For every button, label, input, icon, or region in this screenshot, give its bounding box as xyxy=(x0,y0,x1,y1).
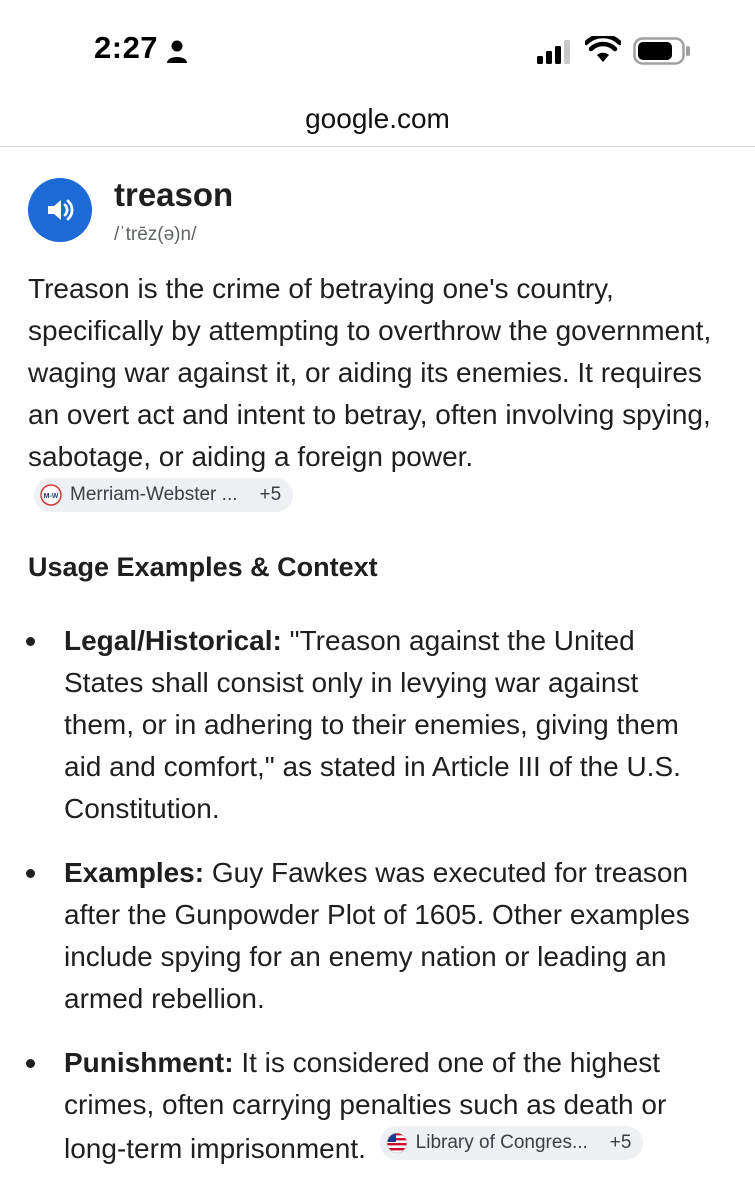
dictionary-term: treason xyxy=(114,176,234,213)
source-chip-label: Merriam-Webster ... xyxy=(70,484,238,505)
item-text: Guy Fawkes was executed for treason after the Gunpowder Plot of 1605. Other examples include spying for an enemy nation or leading an armed rebellion. xyxy=(64,857,690,1014)
source-chip-library-of-congress[interactable] xyxy=(380,1126,644,1160)
usage-list xyxy=(0,620,755,1192)
status-bar xyxy=(0,0,755,100)
bullet-icon xyxy=(26,869,35,878)
bullet-icon xyxy=(26,637,35,646)
merriam-webster-logo-icon xyxy=(40,484,62,506)
bullet-icon xyxy=(26,1059,35,1068)
definition-paragraph xyxy=(28,268,718,522)
person-icon xyxy=(166,40,188,64)
merriam-webster-logo-text: M-W xyxy=(43,493,59,500)
source-chip-count: +5 xyxy=(609,1132,632,1153)
source-chip-count: +5 xyxy=(259,484,282,505)
battery-icon xyxy=(633,37,691,65)
item-label: Punishment: xyxy=(64,1047,234,1078)
url-bar[interactable]: google.com xyxy=(305,103,450,134)
item-text: It is considered one of the highest crimes, often carrying penalties such as death or long-term imprisonment. xyxy=(64,1047,667,1164)
wifi-icon xyxy=(585,36,621,64)
signal-icon xyxy=(537,40,573,64)
pronunciation-button[interactable] xyxy=(28,178,92,242)
phonetic-spelling: /ˈtrēz(ə)n/ xyxy=(114,224,197,245)
item-text: "Treason against the United States shall consist only in levying war against them, or in adhering to their enemies, giving them aid and comfort," as stated in Article III of the U.S. Constitution. xyxy=(64,625,681,824)
status-time: 2:27 xyxy=(94,30,159,65)
section-heading: Usage Examples & Context xyxy=(28,552,378,582)
url-divider xyxy=(0,146,755,147)
list-item xyxy=(0,1042,714,1170)
item-label: Examples: xyxy=(64,857,205,888)
definition-text: Treason is the crime of betraying one's country, specifically by attempting to overthrow the government, waging war against it, or aiding its enemies. It requires an overt act and intent to betray, often involving spying, sabotage, or aiding a foreign power. xyxy=(28,273,712,472)
source-chip-label: Library of Congres... xyxy=(415,1132,588,1153)
item-label: Legal/Historical: xyxy=(64,625,282,656)
list-item xyxy=(0,852,714,1020)
source-chip-merriam-webster[interactable] xyxy=(34,478,293,512)
us-flag-icon xyxy=(386,1132,408,1154)
speaker-icon xyxy=(44,194,76,226)
list-item xyxy=(0,620,714,830)
